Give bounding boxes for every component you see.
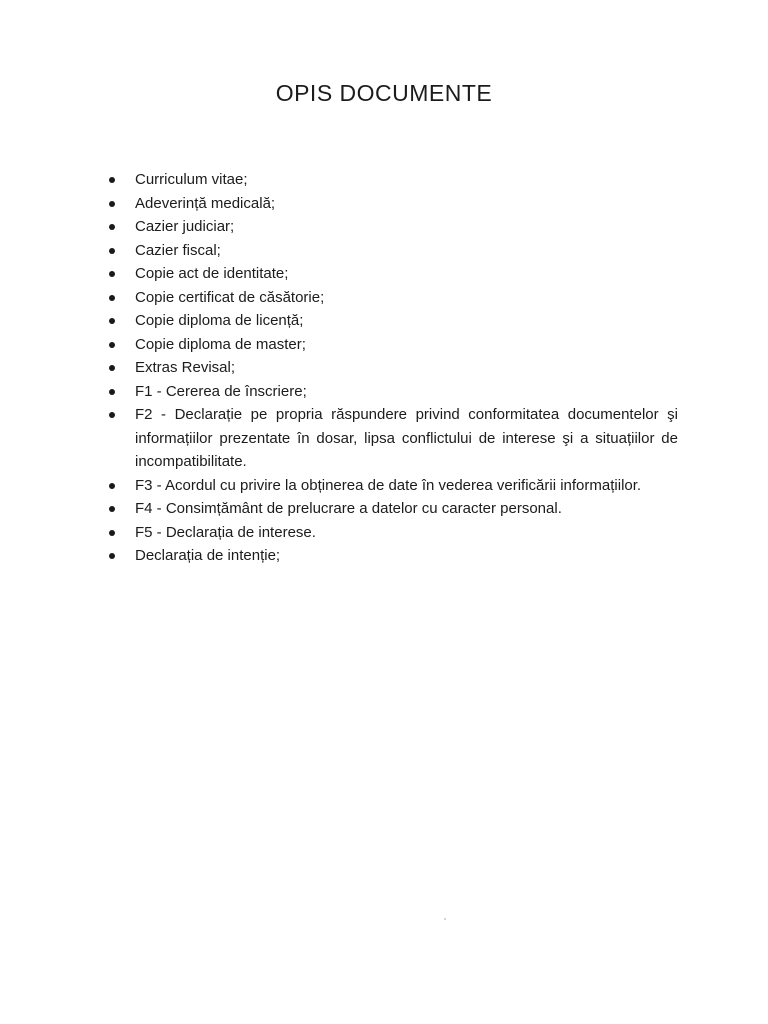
bullet-icon: [109, 318, 115, 324]
list-item-text: F3 - Acordul cu privire la obținerea de date în vederea verificării informațiilor.: [135, 476, 642, 494]
list-item-text: Cazier judiciar;: [135, 218, 235, 235]
list-item: [108, 239, 678, 263]
list-item: [108, 474, 678, 498]
scan-speck: [444, 918, 446, 920]
list-item-text: Copie diploma de licență;: [135, 312, 304, 329]
document-list: [108, 168, 678, 568]
list-item: [108, 521, 678, 545]
bullet-icon: [109, 412, 115, 418]
list-item-text: Copie certificat de căsătorie;: [135, 288, 325, 306]
list-item: [108, 403, 678, 474]
bullet-icon: [109, 483, 115, 489]
list-item-text: F2 - Declarație pe propria răspundere privind conformitatea documentelor şi informațiilor prezentate în dosar, lipsa conflictului de interese şi a situațiilor de incompatibilitate.: [135, 406, 678, 470]
list-item: [108, 309, 678, 333]
bullet-icon: [109, 248, 115, 254]
bullet-icon: [109, 389, 115, 395]
list-item: [108, 380, 678, 404]
list-item-text: Copie act de identitate;: [135, 265, 289, 282]
list-item: [108, 544, 678, 568]
list-item-text: Curriculum vitae;: [135, 171, 248, 188]
bullet-icon: [109, 506, 115, 512]
bullet-icon: [109, 201, 115, 207]
list-item-text: Declarația de intenție;: [135, 547, 281, 564]
list-item-text: F1 - Cererea de înscriere;: [135, 382, 307, 400]
list-item: [108, 356, 678, 380]
list-item-text: Extras Revisal;: [135, 359, 236, 376]
bullet-icon: [109, 530, 115, 536]
list-item: [108, 168, 678, 192]
list-item: [108, 192, 678, 216]
list-item: [108, 286, 678, 310]
document-title: OPIS DOCUMENTE: [275, 80, 493, 106]
list-item-text: Cazier fiscal;: [135, 241, 221, 259]
list-item: [108, 497, 678, 521]
bullet-icon: [109, 224, 115, 230]
bullet-icon: [109, 271, 115, 277]
bullet-icon: [109, 553, 115, 559]
bullet-icon: [109, 365, 115, 371]
bullet-icon: [109, 342, 115, 348]
list-item-text: Copie diploma de master;: [135, 335, 306, 353]
list-item-text: F4 - Consimțământ de prelucrare a datelor cu caracter personal.: [135, 500, 562, 517]
list-item: [108, 215, 678, 239]
list-item-text: F5 - Declarația de interese.: [135, 523, 316, 541]
list-item-text: Adeverință medicală;: [135, 194, 276, 212]
bullet-icon: [109, 177, 115, 183]
list-item: [108, 333, 678, 357]
bullet-icon: [109, 295, 115, 301]
list-item: [108, 262, 678, 286]
